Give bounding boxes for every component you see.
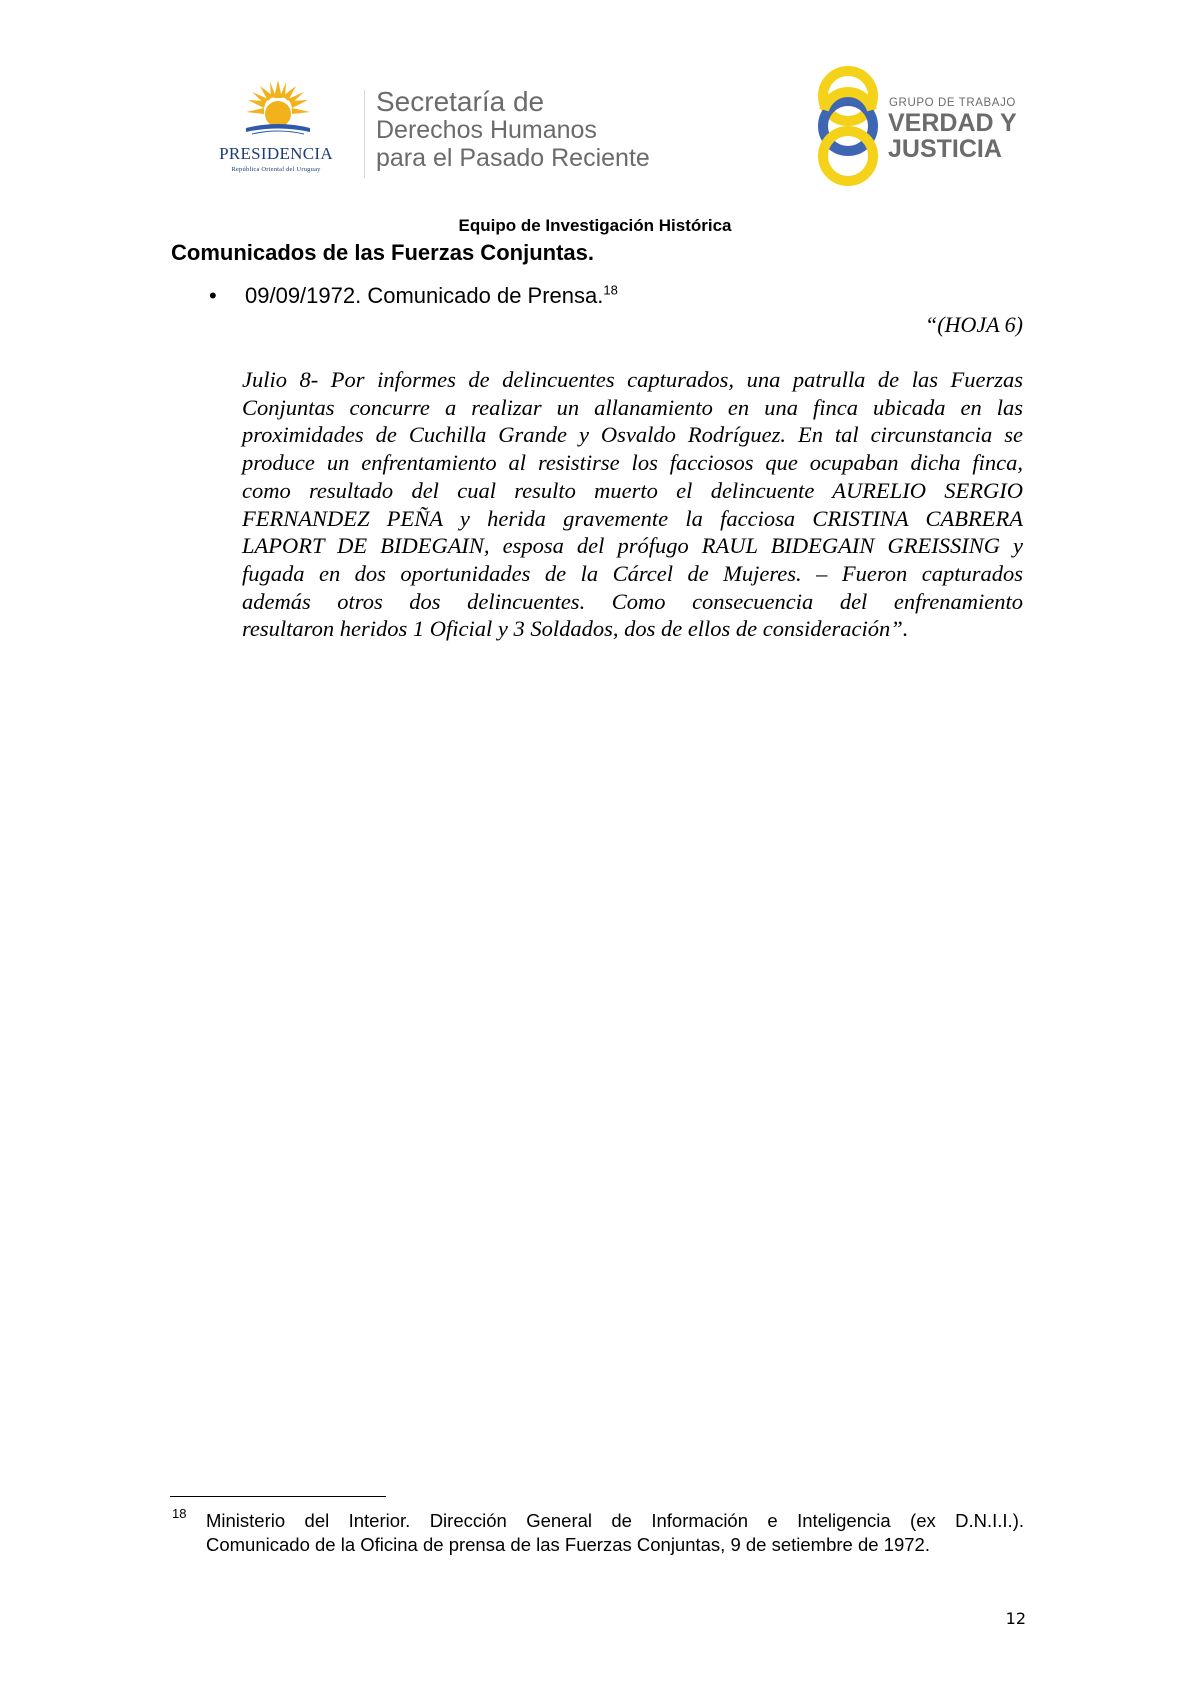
footnote-line: Comunicado de la Oficina de prensa de las Fuerzas Conjuntas, 9 de setiembre de 1972.: [206, 1534, 930, 1555]
team-title: Equipo de Investigación Histórica: [458, 216, 732, 235]
secretaria-line-2: Derechos Humanos: [376, 116, 597, 144]
presidencia-name: PRESIDENCIA: [219, 144, 333, 163]
verdad-justicia-logo: [810, 64, 1030, 188]
quote-line: FERNANDEZ PEÑA y herida gravemente la facciosa CRISTINA CABRERA: [242, 505, 1023, 531]
vyj-line-1: VERDAD Y: [888, 109, 1017, 137]
footnote-line: Ministerio del Interior. Dirección General de Información e Inteligencia (ex D.N.I.I.).: [206, 1510, 1024, 1531]
page-number: 12: [1005, 1609, 1026, 1628]
section-heading: Comunicados de las Fuerzas Conjuntas.: [171, 240, 594, 265]
chain-rings-icon: [810, 64, 892, 188]
quote-line: fugada en dos oportunidades de la Cárcel de Mujeres. – Fueron capturados: [242, 560, 1023, 586]
bullet-item: [209, 283, 618, 309]
sheet-label: “(HOJA 6): [925, 312, 1023, 337]
quote-line: resultaron heridos 1 Oficial y 3 Soldados, dos de ellos de consideración”.: [242, 616, 909, 642]
quote-body: [242, 366, 1023, 643]
presidencia-subtitle: República Oriental del Uruguay: [231, 166, 321, 173]
footnote-number: 18: [172, 1506, 187, 1521]
quote-line: produce un enfrentamiento al resistirse los facciosos que ocupaban dicha finca,: [242, 450, 1023, 476]
quote-line: LAPORT DE BIDEGAIN, esposa del prófugo RAUL BIDEGAIN GREISSING y: [242, 533, 1023, 559]
footnote-reference[interactable]: 18: [603, 282, 618, 298]
vyj-line-2: JUSTICIA: [888, 135, 1002, 163]
quote-line: Julio 8- Por informes de delincuentes capturados, una patrulla de las Fuerzas: [242, 367, 1023, 392]
footnote-text: [206, 1509, 1024, 1557]
secretaria-logo: [376, 88, 706, 172]
quote-line: proximidades de Cuchilla Grande y Osvaldo Rodríguez. En tal circunstancia se: [242, 422, 1023, 448]
secretaria-line-1: Secretaría de: [376, 86, 545, 117]
bullet-text: 09/09/1972. Comunicado de Prensa.: [245, 283, 604, 308]
footnote-separator: [170, 1496, 386, 1497]
sun-of-may-icon: [246, 80, 310, 142]
bullet-symbol: •: [209, 283, 217, 308]
presidencia-logo: [196, 80, 356, 180]
quote-line: Conjuntas concurre a realizar un allanamiento en una finca ubicada en las: [242, 394, 1023, 420]
quote-line: como resultado del cual resulto muerto el delincuente AURELIO SERGIO: [242, 477, 1023, 503]
quote-line: además otros dos delincuentes. Como consecuencia del enfrenamiento: [242, 588, 1023, 614]
vyj-small-text: GRUPO DE TRABAJO: [889, 97, 1016, 109]
secretaria-line-3: para el Pasado Reciente: [376, 144, 650, 172]
header-divider: [364, 90, 365, 178]
